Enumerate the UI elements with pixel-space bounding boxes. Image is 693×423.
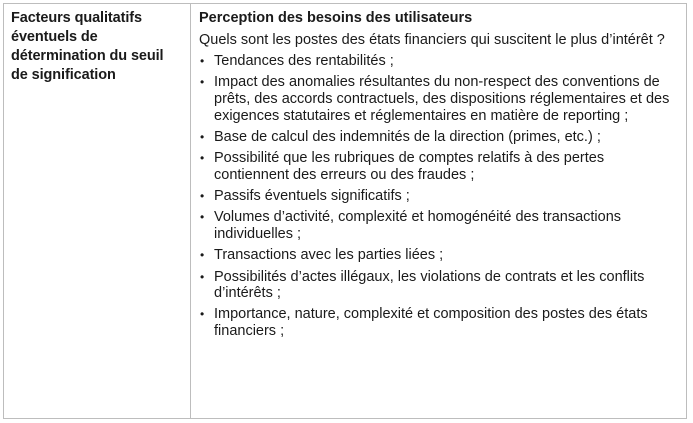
- section-heading: Perception des besoins des utilisateurs: [199, 10, 473, 26]
- section-question: Quels sont les postes des états financiers qui suscitent le plus d’intérêt ?: [199, 32, 665, 48]
- factor-title: Facteurs qualitatifs éventuels de détermination du seuil de signification: [11, 10, 164, 83]
- list-item: [199, 247, 680, 264]
- list-item: [199, 209, 680, 243]
- items-list: [199, 53, 680, 340]
- user-needs-column: [191, 4, 686, 418]
- bullet-icon: •: [200, 151, 205, 166]
- bullet-icon: •: [200, 189, 205, 204]
- list-item: [199, 74, 680, 124]
- bullet-icon: •: [200, 54, 205, 68]
- list-item: [199, 269, 680, 303]
- list-item-text: Impact des anomalies résultantes du non-respect des conventions de prêts, des accords contractuels, des dispositions réglementaires et des exigences statutaires et réglementaires en matière de reporting ;: [214, 74, 670, 124]
- list-item: [199, 306, 680, 340]
- list-item: [199, 150, 680, 184]
- bullet-icon: •: [200, 129, 205, 144]
- bullet-icon: •: [200, 210, 205, 225]
- list-item: [199, 53, 680, 70]
- list-item-text: Transactions avec les parties liées ;: [214, 247, 444, 264]
- list-item-text: Passifs éventuels significatifs ;: [214, 188, 410, 205]
- list-item-text: Importance, nature, complexité et composition des postes des états financiers ;: [214, 306, 648, 340]
- list-item: [199, 188, 680, 205]
- bullet-icon: •: [200, 248, 205, 263]
- bullet-icon: •: [200, 269, 205, 284]
- list-item-text: Base de calcul des indemnités de la direction (primes, etc.) ;: [214, 128, 601, 145]
- bullet-icon: •: [200, 307, 205, 322]
- bullet-icon: •: [200, 75, 205, 90]
- list-item-text: Possibilités d’actes illégaux, les violations de contrats et les conflits d’intérêts ;: [214, 268, 645, 302]
- materiality-factors-table: [3, 3, 687, 419]
- list-item-text: Tendances des rentabilités ;: [214, 53, 394, 69]
- list-item-text: Volumes d’activité, complexité et homogénéité des transactions individuelles ;: [214, 209, 622, 243]
- list-item: [199, 129, 680, 146]
- factor-column: [4, 4, 191, 418]
- list-item-text: Possibilité que les rubriques de comptes relatifs à des pertes contiennent des erreurs ou des fraudes ;: [214, 150, 605, 183]
